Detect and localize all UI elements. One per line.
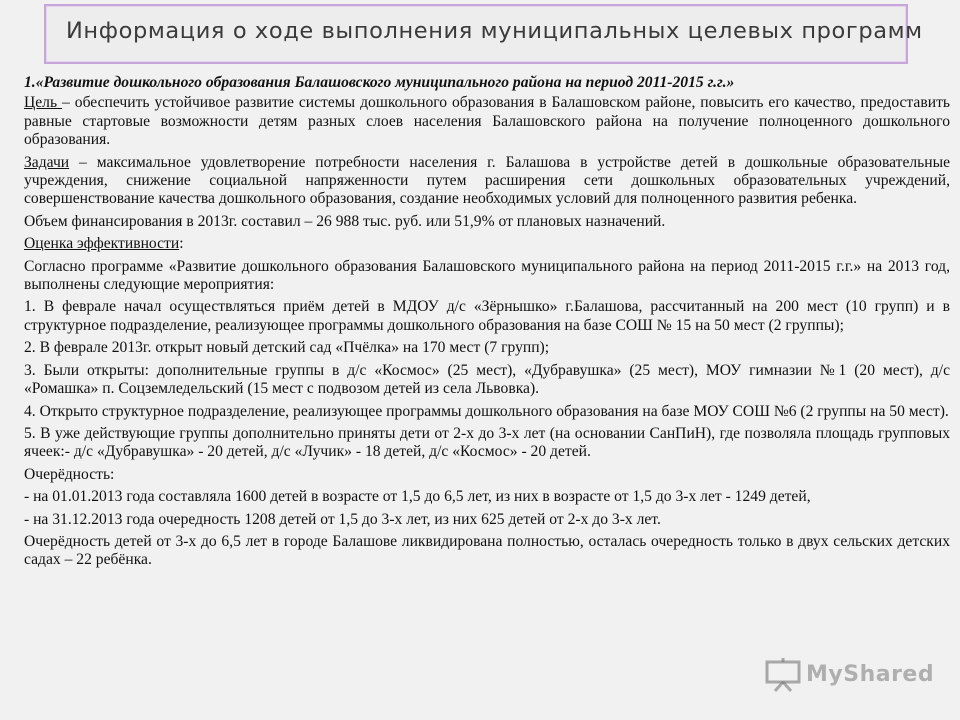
slide-title: Информация о ходе выполнения муниципальных целевых программ xyxy=(66,18,923,44)
watermark-text: MyShared xyxy=(806,662,935,687)
list-item: 4. Открыто структурное подразделение, реализующее программы дошкольного образования на базе МОУ СОШ №6 (2 группы на 50 мест). xyxy=(24,402,949,420)
list-item: 1. В феврале начал осуществляться приём детей в МДОУ д/с «Зёрнышко» г.Балашова, рассчитанный на 200 мест (10 групп) и в структурное подразделение, реализующее программы дошкольного образования на базе СОШ № 15 на 50 мест (2 группы); xyxy=(24,298,950,334)
program-heading: 1.«Развитие дошкольного образования Балашовского муниципального района на период 2011-2015 г.г.» xyxy=(24,74,735,91)
efficiency-heading xyxy=(24,235,950,253)
slide-content xyxy=(24,74,950,574)
efficiency-label: Оценка эффективности xyxy=(24,235,180,253)
conclusion-paragraph: Очерёдность детей от 3-х до 6,5 лет в городе Балашове ликвидирована полностью, осталась очередность только в двух сельских детских садах – 22 ребёнка. xyxy=(24,532,950,569)
queue-item: - на 31.12.2013 года очередность 1208 детей от 1,5 до 3-х лет, из них 625 детей от 2-х до 3-х лет. xyxy=(24,510,661,528)
list-item: 2. В феврале 2013г. открыт новый детский сад «Пчёлка» на 170 мест (7 групп); xyxy=(24,339,550,357)
queue-label: Очерёдность: xyxy=(24,465,115,483)
tasks-text: – максимальное удовлетворение потребности населения г. Балашова в устройстве детей в дошкольные образовательные учреждения, снижение социальной напряженности путем расширения сети дошкольных образовательных учреждений, совершенствование качества дошкольного образования, создание необходимых условий для полноценного развития ребенка. xyxy=(24,153,950,208)
queue-item: - на 01.01.2013 года составляла 1600 детей в возрасте от 1,5 до 6,5 лет, из них в возрасте от 1,5 до 3-х лет - 1249 детей, xyxy=(24,488,811,506)
tasks-label: Задачи xyxy=(24,153,70,171)
funding-paragraph: Объем финансирования в 2013г. составил – 26 988 тыс. руб. или 51,9% от плановых назначений. xyxy=(24,212,666,230)
watermark-logo xyxy=(764,656,954,696)
presentation-board-icon xyxy=(764,658,802,692)
list-item: 3. Были открыты: дополнительные группы в д/с «Космос» (25 мест), «Дубравушка» (25 мест), МОУ гимназии №1 (20 мест), д/с «Ромашка» п. Соцземледельский (15 мест с подвозом детей из села Львовка). xyxy=(24,361,950,398)
list-item: 5. В уже действующие группы дополнительно приняты дети от 2-х до 3-х лет (на основании СанПиН), где позволяла площадь групповых ячеек:- д/с «Дубравушка» - 20 детей, д/с «Лучик» - 18 детей, д/с «Космос» - 20 детей. xyxy=(24,424,950,461)
goal-label: Цель xyxy=(24,94,63,112)
goal-text: – обеспечить устойчивое развитие системы дошкольного образования в Балашовском районе, повысить его качество, предоставить равные стартовые возможности детям разных слоев населения Балашовского района на получение полноценного дошкольного образования. xyxy=(24,94,950,149)
tasks-paragraph xyxy=(24,154,950,209)
efficiency-suffix: : xyxy=(179,235,184,253)
goal-paragraph xyxy=(24,94,950,149)
title-frame xyxy=(44,4,923,64)
intro-paragraph: Согласно программе «Развитие дошкольного образования Балашовского муниципального района на период 2011-2015 г.г.» на 2013 год, выполнены следующие мероприятия: xyxy=(24,257,950,294)
